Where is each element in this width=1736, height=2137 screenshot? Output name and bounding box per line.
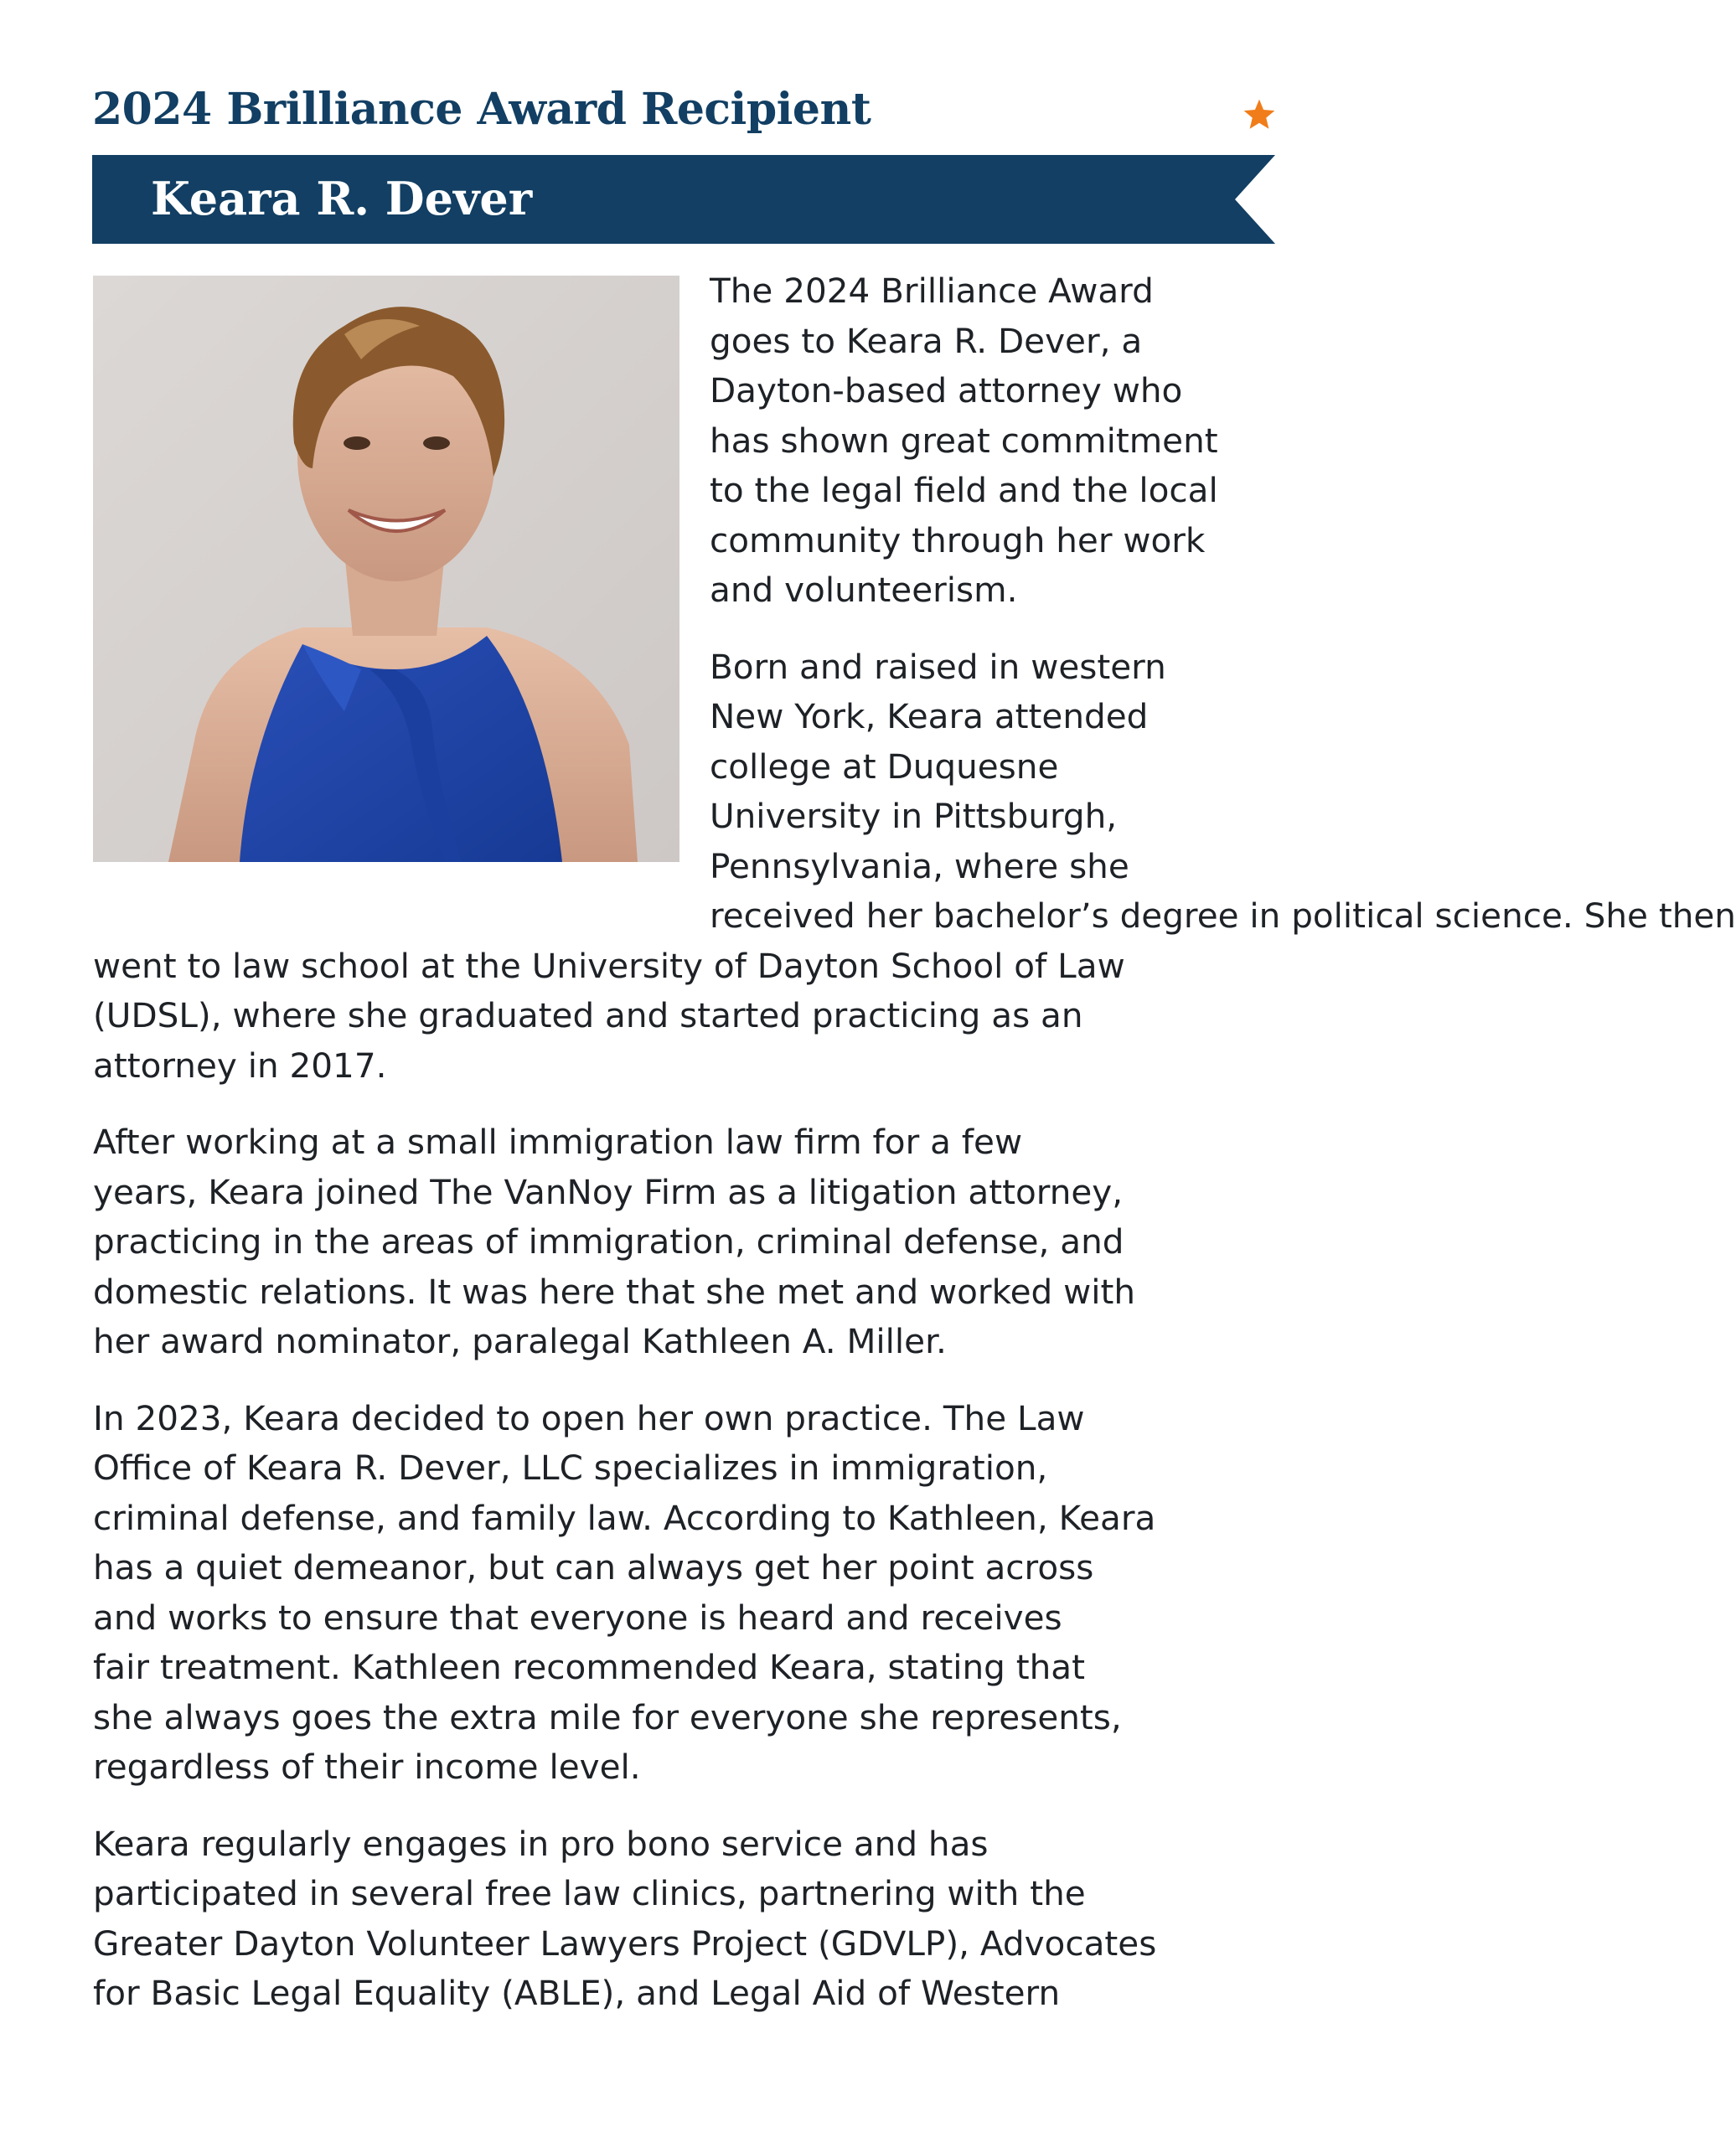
text-line: The 2024 Brilliance Award <box>710 271 1154 311</box>
text-line: for Basic Legal Equality (ABLE), and Legal Aid of Western <box>93 1973 1061 2013</box>
text-line: Born and raised in western <box>710 646 1166 687</box>
text-line: Pennsylvania, where she <box>710 845 1129 886</box>
text-line: Keara regularly engages in pro bono service and has <box>93 1823 989 1864</box>
text-line: and works to ensure that everyone is heard and receives <box>93 1597 1062 1638</box>
article-body <box>93 266 1736 2046</box>
paragraph-practice <box>93 1394 1274 1793</box>
text-line: and volunteerism. <box>710 570 1018 610</box>
text-line: University in Pittsburgh, <box>710 796 1118 836</box>
text-line: went to law school at the University of Dayton School of Law <box>93 945 1125 986</box>
text-line: After working at a small immigration law firm for a few <box>93 1122 1023 1162</box>
text-line: has a quiet demeanor, but can always get her point across <box>93 1547 1094 1587</box>
text-line: domestic relations. It was here that she met and worked with <box>93 1271 1136 1312</box>
text-line: (UDSL), where she graduated and started practicing as an <box>93 995 1083 1035</box>
text-line: regardless of their income level. <box>93 1747 641 1787</box>
recipient-name: Keara R. Dever <box>151 172 533 225</box>
text-line: she always goes the extra mile for everyone she represents, <box>93 1696 1122 1737</box>
text-line: has shown great commitment <box>710 420 1218 461</box>
text-line: Dayton-based attorney who <box>710 370 1183 410</box>
text-line: criminal defense, and family law. According to Kathleen, Keara <box>93 1497 1156 1538</box>
name-banner <box>92 155 1275 244</box>
text-line: her award nominator, paralegal Kathleen A. Miller. <box>93 1321 947 1361</box>
text-line: Greater Dayton Volunteer Lawyers Project (GDVLP), Advocates <box>93 1923 1157 1964</box>
paragraph-career <box>93 1118 1274 1367</box>
text-line: attorney in 2017. <box>93 1045 387 1086</box>
text-line: participated in several free law clinics, partnering with the <box>93 1873 1086 1913</box>
text-line: In 2023, Keara decided to open her own practice. The Law <box>93 1397 1085 1438</box>
text-line: practicing in the areas of immigration, criminal defense, and <box>93 1221 1124 1262</box>
portrait-wrap-space <box>93 266 710 896</box>
text-line: college at Duquesne <box>710 746 1059 787</box>
text-line: to the legal field and the local <box>710 470 1218 510</box>
text-line: received her bachelor’s degree in political science. She then <box>710 896 1736 936</box>
text-line: community through her work <box>710 519 1206 560</box>
paragraph-pro-bono <box>93 1820 1274 2019</box>
text-line: fair treatment. Kathleen recommended Keara, stating that <box>93 1647 1085 1687</box>
star-icon <box>1242 97 1277 132</box>
text-line: goes to Keara R. Dever, a <box>710 320 1143 361</box>
text-line: years, Keara joined The VanNoy Firm as a litigation attorney, <box>93 1171 1124 1212</box>
page-title: 2024 Brilliance Award Recipient <box>92 84 871 135</box>
text-line: Office of Keara R. Dever, LLC specializes in immigration, <box>93 1448 1048 1488</box>
text-line: New York, Keara attended <box>710 696 1149 736</box>
